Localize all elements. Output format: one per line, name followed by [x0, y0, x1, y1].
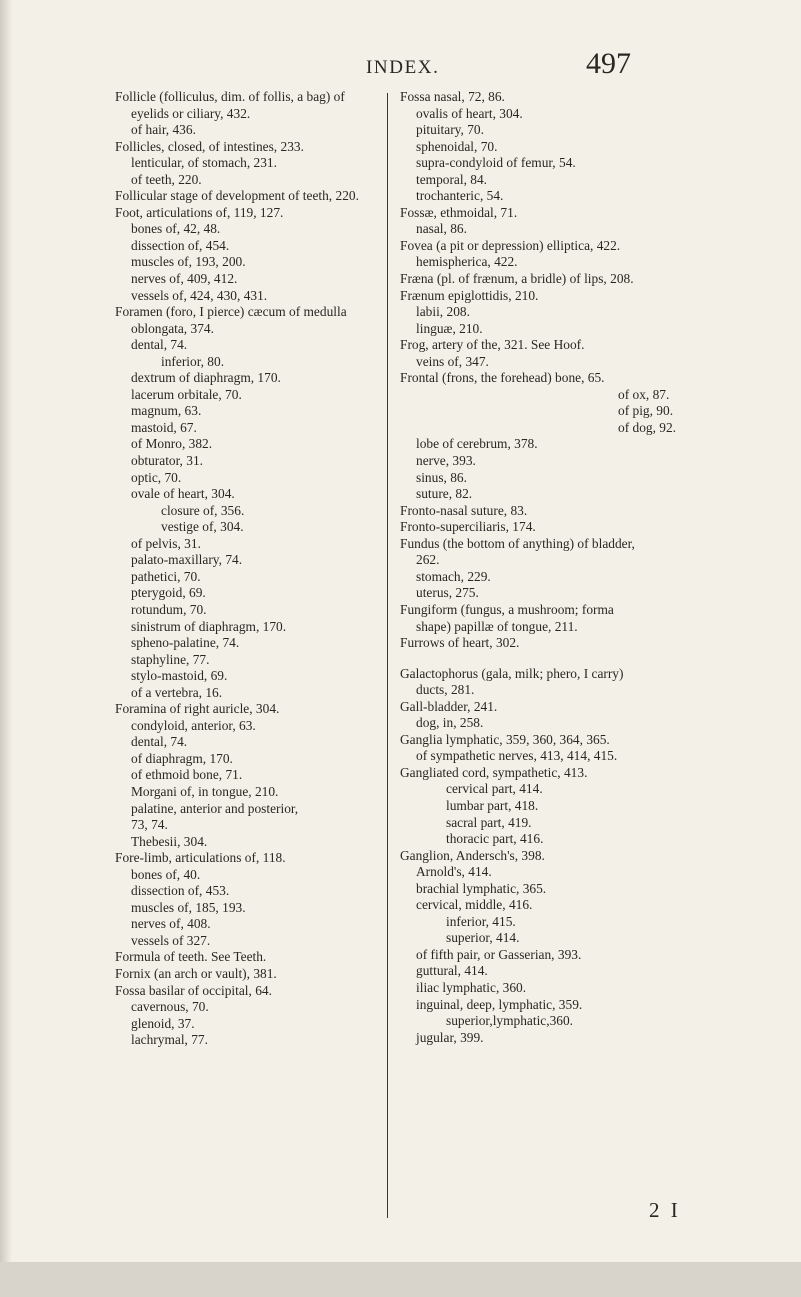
- index-entry: Fornix (an arch or vault), 381.: [115, 965, 277, 981]
- index-subentry: vessels of 327.: [131, 932, 211, 948]
- index-subentry: sinistrum of diaphragm, 170.: [131, 618, 287, 634]
- index-subentry: of sympathetic nerves, 413, 414, 415.: [416, 748, 618, 764]
- index-entry: Fovea (a pit or depression) elliptica, 422.: [400, 237, 621, 253]
- index-subentry: nasal, 86.: [416, 221, 467, 237]
- index-subentry: spheno-palatine, 74.: [131, 635, 240, 651]
- index-subentry: labii, 208.: [416, 304, 470, 320]
- index-column-left: [115, 89, 383, 1049]
- index-entry: Foramen (foro, I pierce) cæcum of medulla: [115, 304, 347, 320]
- index-subentry: lenticular, of stomach, 231.: [131, 155, 277, 171]
- index-column-right: [400, 89, 703, 1046]
- index-subentry: of teeth, 220.: [131, 171, 202, 187]
- index-subentry: ovale of heart, 304.: [131, 486, 235, 502]
- index-subentry: uterus, 275.: [416, 585, 479, 601]
- index-subentry: nerve, 393.: [416, 453, 476, 469]
- index-subentry: nerves of, 408.: [131, 916, 211, 932]
- index-entry: Furrows of heart, 302.: [400, 635, 520, 651]
- index-subentry: sinus, 86.: [416, 469, 467, 485]
- index-entry: Fungiform (fungus, a mushroom; forma: [400, 601, 614, 617]
- index-subentry: inguinal, deep, lymphatic, 359.: [416, 996, 583, 1012]
- entry-gap: [400, 652, 703, 666]
- index-subentry: 73, 74.: [131, 817, 168, 833]
- index-subentry: bones of, 42, 48.: [131, 221, 221, 237]
- index-subentry: of pig, 90.: [618, 403, 674, 419]
- index-subentry: sphenoidal, 70.: [416, 138, 498, 154]
- index-subentry: stylo-mastoid, 69.: [131, 668, 228, 684]
- index-subentry: pathetici, 70.: [131, 568, 201, 584]
- index-subentry: dissection of, 454.: [131, 237, 230, 253]
- index-entry: Formula of teeth. See Teeth.: [115, 949, 267, 965]
- index-subentry: of Monro, 382.: [131, 436, 213, 452]
- index-subentry: vessels of, 424, 430, 431.: [131, 287, 268, 303]
- index-subentry: glenoid, 37.: [131, 1015, 195, 1031]
- index-subentry: inferior, 80.: [161, 353, 225, 369]
- index-subentry: veins of, 347.: [416, 353, 489, 369]
- index-entry: Gangliated cord, sympathetic, 413.: [400, 764, 588, 780]
- index-subentry: temporal, 84.: [416, 171, 488, 187]
- index-subentry: lacerum orbitale, 70.: [131, 386, 242, 402]
- index-entry: Galactophorus (gala, milk; phero, I carry): [400, 665, 624, 681]
- index-subentry: lachrymal, 77.: [131, 1032, 208, 1048]
- index-subentry: shape) papillæ of tongue, 211.: [416, 618, 578, 634]
- column-divider: [387, 93, 388, 1218]
- index-subentry: of hair, 436.: [131, 122, 196, 138]
- index-subentry: 262.: [416, 552, 440, 568]
- index-subentry: staphyline, 77.: [131, 651, 210, 667]
- index-subentry: iliac lymphatic, 360.: [416, 979, 527, 995]
- index-subentry: cervical, middle, 416.: [416, 897, 533, 913]
- index-subentry: Arnold's, 414.: [416, 864, 492, 880]
- index-subentry: of ethmoid bone, 71.: [131, 767, 243, 783]
- index-entry: Ganglia lymphatic, 359, 360, 364, 365.: [400, 731, 610, 747]
- index-entry: Frænum epiglottidis, 210.: [400, 287, 539, 303]
- index-subentry: mastoid, 67.: [131, 419, 197, 435]
- index-subentry: bones of, 40.: [131, 866, 201, 882]
- index-subentry: of a vertebra, 16.: [131, 684, 223, 700]
- index-subentry: cervical part, 414.: [446, 781, 543, 797]
- index-subentry: brachial lymphatic, 365.: [416, 880, 547, 896]
- index-entry: Frog, artery of the, 321. See Hoof.: [400, 337, 585, 353]
- index-subentry: vestige of, 304.: [161, 519, 244, 535]
- index-entry: Fossa basilar of occipital, 64.: [115, 982, 272, 998]
- index-entry: Fossa nasal, 72, 86.: [400, 89, 505, 104]
- index-subentry: trochanteric, 54.: [416, 188, 504, 204]
- index-subentry: suture, 82.: [416, 486, 473, 502]
- index-subentry: lobe of cerebrum, 378.: [416, 436, 538, 452]
- signature-mark: 2 I: [649, 1198, 681, 1222]
- index-subentry: dental, 74.: [131, 734, 188, 750]
- index-subentry: inferior, 415.: [446, 913, 516, 929]
- index-subentry: muscles of, 193, 200.: [131, 254, 246, 270]
- index-subentry: stomach, 229.: [416, 568, 491, 584]
- index-subentry: optic, 70.: [131, 469, 182, 485]
- index-subentry: superior, 414.: [446, 930, 520, 946]
- index-entry: Fundus (the bottom of anything) of bladder,: [400, 535, 635, 551]
- index-subentry: dental, 74.: [131, 337, 188, 353]
- index-subentry: Thebesii, 304.: [131, 833, 208, 849]
- index-subentry: linguæ, 210.: [416, 320, 483, 336]
- index-subentry: of ox, 87.: [618, 386, 670, 402]
- index-entry: Fore-limb, articulations of, 118.: [115, 850, 286, 866]
- index-subentry: palatine, anterior and posterior,: [131, 800, 299, 816]
- index-entry: Follicle (folliculus, dim. of follis, a bag) of: [115, 89, 345, 104]
- index-subentry: magnum, 63.: [131, 403, 202, 419]
- index-subentry: eyelids or ciliary, 432.: [131, 105, 251, 121]
- index-subentry: ovalis of heart, 304.: [416, 105, 523, 121]
- index-entry: Foot, articulations of, 119, 127.: [115, 204, 284, 220]
- index-entry: Fronto-nasal suture, 83.: [400, 502, 528, 518]
- page-number: 497: [586, 47, 631, 80]
- index-subentry: dog, in, 258.: [416, 715, 484, 731]
- index-subentry: of pelvis, 31.: [131, 535, 201, 551]
- page-gutter-shadow: [0, 0, 12, 1262]
- index-subentry: cavernous, 70.: [131, 999, 209, 1015]
- running-head: INDEX.: [366, 57, 440, 78]
- index-entry: Ganglion, Andersch's, 398.: [400, 847, 545, 863]
- index-subentry: guttural, 414.: [416, 963, 488, 979]
- scan-bottom-band: [0, 1262, 801, 1297]
- index-subentry: Morgani of, in tongue, 210.: [131, 783, 279, 799]
- index-entry: Fronto-superciliaris, 174.: [400, 519, 536, 535]
- index-subentry: ducts, 281.: [416, 682, 475, 698]
- index-subentry: of fifth pair, or Gasserian, 393.: [416, 946, 582, 962]
- index-subentry: thoracic part, 416.: [446, 831, 544, 847]
- index-subentry: closure of, 356.: [161, 502, 245, 518]
- index-subentry: jugular, 399.: [416, 1029, 484, 1045]
- index-subentry: oblongata, 374.: [131, 320, 214, 336]
- index-subentry: pituitary, 70.: [416, 122, 484, 138]
- index-subentry: of diaphragm, 170.: [131, 750, 233, 766]
- index-subentry: obturator, 31.: [131, 453, 203, 469]
- index-subentry: dextrum of diaphragm, 170.: [131, 370, 281, 386]
- index-subentry: pterygoid, 69.: [131, 585, 206, 601]
- index-entry: Gall-bladder, 241.: [400, 698, 498, 714]
- index-entry: Frontal (frons, the forehead) bone, 65.: [400, 370, 605, 386]
- index-entry: Foramina of right auricle, 304.: [115, 701, 280, 717]
- index-entry: Fossæ, ethmoidal, 71.: [400, 204, 518, 220]
- index-subentry: dissection of, 453.: [131, 883, 230, 899]
- index-subentry: muscles of, 185, 193.: [131, 899, 246, 915]
- index-subentry: palato-maxillary, 74.: [131, 552, 243, 568]
- index-subentry: nerves of, 409, 412.: [131, 271, 238, 287]
- index-entry: Follicular stage of development of teeth, 220.: [115, 188, 359, 204]
- index-subentry: supra-condyloid of femur, 54.: [416, 155, 576, 171]
- index-entry: Follicles, closed, of intestines, 233.: [115, 138, 304, 154]
- index-entry: Fræna (pl. of frænum, a bridle) of lips, 208.: [400, 271, 634, 287]
- index-subentry: rotundum, 70.: [131, 601, 207, 617]
- page-header: [0, 0, 801, 90]
- index-subentry: superior,lymphatic,360.: [446, 1013, 574, 1029]
- index-subentry: of dog, 92.: [618, 419, 677, 435]
- index-subentry: hemispherica, 422.: [416, 254, 518, 270]
- index-subentry: sacral part, 419.: [446, 814, 532, 830]
- index-subentry: condyloid, anterior, 63.: [131, 717, 256, 733]
- index-subentry: lumbar part, 418.: [446, 797, 539, 813]
